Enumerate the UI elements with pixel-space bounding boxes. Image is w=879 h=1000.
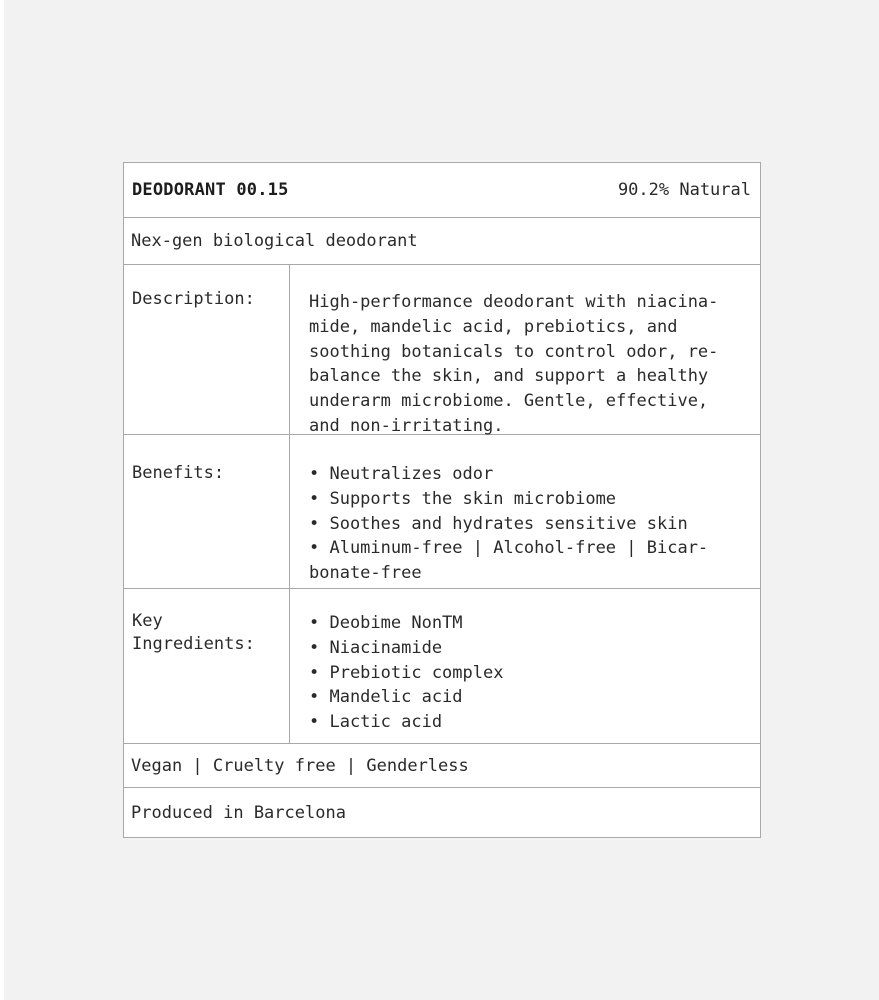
ingredients-label-line: Ingredients: (132, 634, 255, 654)
description-line: balance the skin, and support a healthy (309, 366, 709, 387)
benefit-item: • Supports the skin microbiome (309, 488, 617, 509)
origin-row (124, 788, 760, 837)
page-background (4, 0, 879, 1000)
production-origin: Produced in Barcelona (131, 802, 346, 823)
claims-row (124, 744, 760, 788)
benefit-item: • Neutralizes odor (309, 464, 494, 484)
product-subtitle: Nex-gen biological deodorant (131, 231, 418, 251)
natural-percentage: 90.2% Natural (617, 180, 751, 200)
ingredients-list (290, 589, 760, 743)
ingredients-label (124, 589, 290, 743)
benefit-item: • Aluminum-free | Alcohol-free | Bicar- (309, 538, 709, 559)
description-text (290, 265, 760, 434)
ingredients-row (124, 589, 760, 744)
benefit-item: • Soothes and hydrates sensitive skin (309, 513, 688, 534)
description-line: underarm microbiome. Gentle, effective, (309, 391, 709, 412)
benefit-item: bonate-free (309, 563, 422, 584)
label-header (124, 163, 760, 218)
benefits-row (124, 435, 760, 589)
product-claims: Vegan | Cruelty free | Genderless (131, 755, 469, 776)
product-name: DEODORANT 00.15 (132, 180, 289, 200)
description-line: and non-irritating. (309, 415, 504, 436)
product-label-card (123, 162, 761, 838)
ingredient-item: • Mandelic acid (309, 687, 463, 708)
description-label: Description: (124, 265, 290, 434)
ingredient-item: • Prebiotic complex (309, 662, 504, 683)
description-line: High-performance deodorant with niacina- (309, 292, 719, 312)
benefits-list (290, 435, 760, 588)
ingredient-item: • Deobime NonTM (309, 613, 463, 633)
ingredients-label-line: Key (132, 611, 163, 631)
description-row (124, 265, 760, 435)
ingredient-item: • Niacinamide (309, 637, 443, 658)
description-line: soothing botanicals to control odor, re- (309, 341, 719, 362)
ingredient-item: • Lactic acid (309, 712, 443, 733)
benefits-label: Benefits: (124, 435, 290, 588)
subtitle-row (124, 218, 760, 265)
description-line: mide, mandelic acid, prebiotics, and (309, 316, 678, 337)
